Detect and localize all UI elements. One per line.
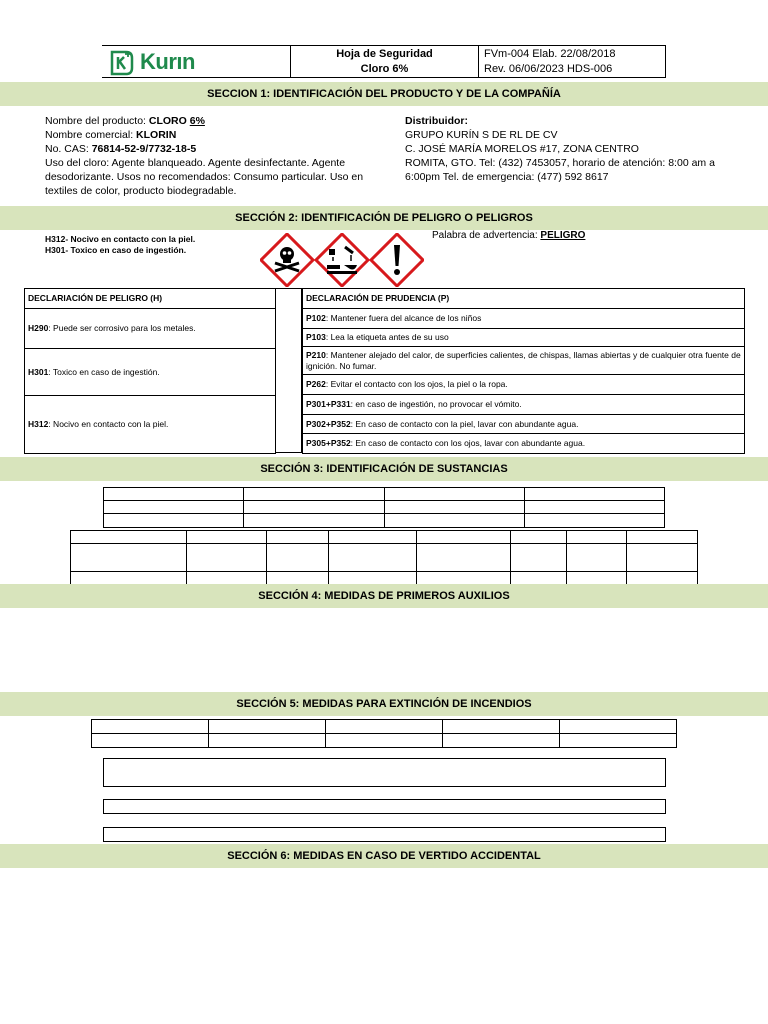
p-table-row: P305+P352: En caso de contacto con los ojos, lavar con abundante agua.: [303, 434, 745, 454]
p-table-row: P210: Mantener alejado del calor, de superficies calientes, de chispas, llamas abiertas y de cualquier otra fuente de ignición. No fumar.: [303, 347, 745, 375]
h-table-header: DECLARIACIÓN DE PELIGRO (H): [25, 289, 276, 309]
distributor-line-2: C. JOSÉ MARÍA MORELOS #17, ZONA CENTRO: [405, 143, 639, 155]
section-1-bar: SECCION 1: IDENTIFICACIÓN DEL PRODUCTO Y DE LA COMPAÑÍA: [0, 82, 768, 106]
section-5-bar: SECCIÓN 5: MEDIDAS PARA EXTINCIÓN DE INCENDIOS: [0, 692, 768, 716]
trade-name: Nombre comercial: KLORIN: [45, 129, 177, 141]
title-line-1: Hoja de Seguridad: [336, 48, 433, 60]
signal-word: Palabra de advertencia: PELIGRO: [432, 230, 586, 241]
fire-notes-line: [103, 827, 666, 842]
fire-notes-line: [103, 799, 666, 814]
h-table-row: H312: Nocivo en contacto con la piel.: [25, 396, 276, 454]
hazard-summary-line-2: H301- Toxico en caso de ingestión.: [45, 245, 187, 255]
title-line-2: Cloro 6%: [360, 63, 409, 75]
exclamation-icon: [371, 234, 423, 286]
p-table-row: P102: Mantener fuera del alcance de los niños: [303, 309, 745, 329]
document-title: [290, 45, 479, 78]
hazard-summary-line-1: H312- Nocivo en contacto con la piel.: [45, 234, 196, 244]
ghs-pictograms: [260, 233, 424, 287]
distributor-info: [405, 114, 745, 184]
p-table-header: DECLARACIÓN DE PRUDENCIA (P): [303, 289, 745, 309]
cas-number: No. CAS: 76814-52-9/7732-18-5: [45, 143, 197, 155]
product-name: Nombre del producto: CLORO 6%: [45, 115, 205, 127]
substances-table-2: [70, 530, 698, 585]
hazard-summary: [45, 234, 195, 256]
distributor-line-3: ROMITA, GTO. Tel: (432) 7453057, horario de atención: 8:00 am a: [405, 157, 715, 169]
p-table-row: P302+P352: En caso de contacto con la piel, lavar con abundante agua.: [303, 415, 745, 434]
product-info: [45, 114, 375, 198]
h-table-row: H301: Toxico en caso de ingestión.: [25, 349, 276, 396]
section-2-bar: SECCIÓN 2: IDENTIFICACIÓN DE PELIGRO O PELIGROS: [0, 206, 768, 230]
code-line-2: Rev. 06/06/2023 HDS-006: [484, 63, 613, 75]
fire-measures-table: [91, 719, 677, 748]
distributor-label: Distribuidor:: [405, 115, 468, 127]
h-table-row: H290: Puede ser corrosivo para los metales.: [25, 309, 276, 349]
precautionary-statements-table: [302, 288, 745, 454]
skull-crossbones-icon: [261, 234, 313, 286]
fire-notes-box: [103, 758, 666, 787]
p-table-row: P262: Evitar el contacto con los ojos, la piel o la ropa.: [303, 375, 745, 395]
p-table-row: P103: Lea la etiqueta antes de su uso: [303, 329, 745, 347]
section-6-bar: SECCIÓN 6: MEDIDAS EN CASO DE VERTIDO ACCIDENTAL: [0, 844, 768, 868]
distributor-line-1: GRUPO KURÍN S DE RL DE CV: [405, 129, 558, 141]
substances-table-1: [103, 487, 665, 528]
hazard-statements-table: [24, 288, 276, 454]
logo-text: Kurın: [140, 49, 195, 74]
corrosion-icon: [316, 234, 368, 286]
distributor-line-4: 6:00pm Tel. de emergencia: (477) 592 8617: [405, 171, 609, 183]
code-line-1: FVm-004 Elab. 22/08/2018: [484, 48, 616, 60]
p-table-row: P301+P331: en caso de ingestión, no provocar el vómito.: [303, 395, 745, 415]
table-separator-cell: [276, 288, 302, 453]
kurin-logo-icon: [108, 48, 136, 76]
use-line-2: desodorizante. Usos no recomendados: Consumo particular. Uso en: [45, 171, 364, 183]
document-code: [479, 45, 666, 78]
use-line-3: textiles de color, producto biodegradable.: [45, 185, 237, 197]
section-3-bar: SECCIÓN 3: IDENTIFICACIÓN DE SUSTANCIAS: [0, 457, 768, 481]
use-line-1: Uso del cloro: Agente blanqueado. Agente desinfectante. Agente: [45, 157, 346, 169]
section-4-bar: SECCIÓN 4: MEDIDAS DE PRIMEROS AUXILIOS: [0, 584, 768, 608]
